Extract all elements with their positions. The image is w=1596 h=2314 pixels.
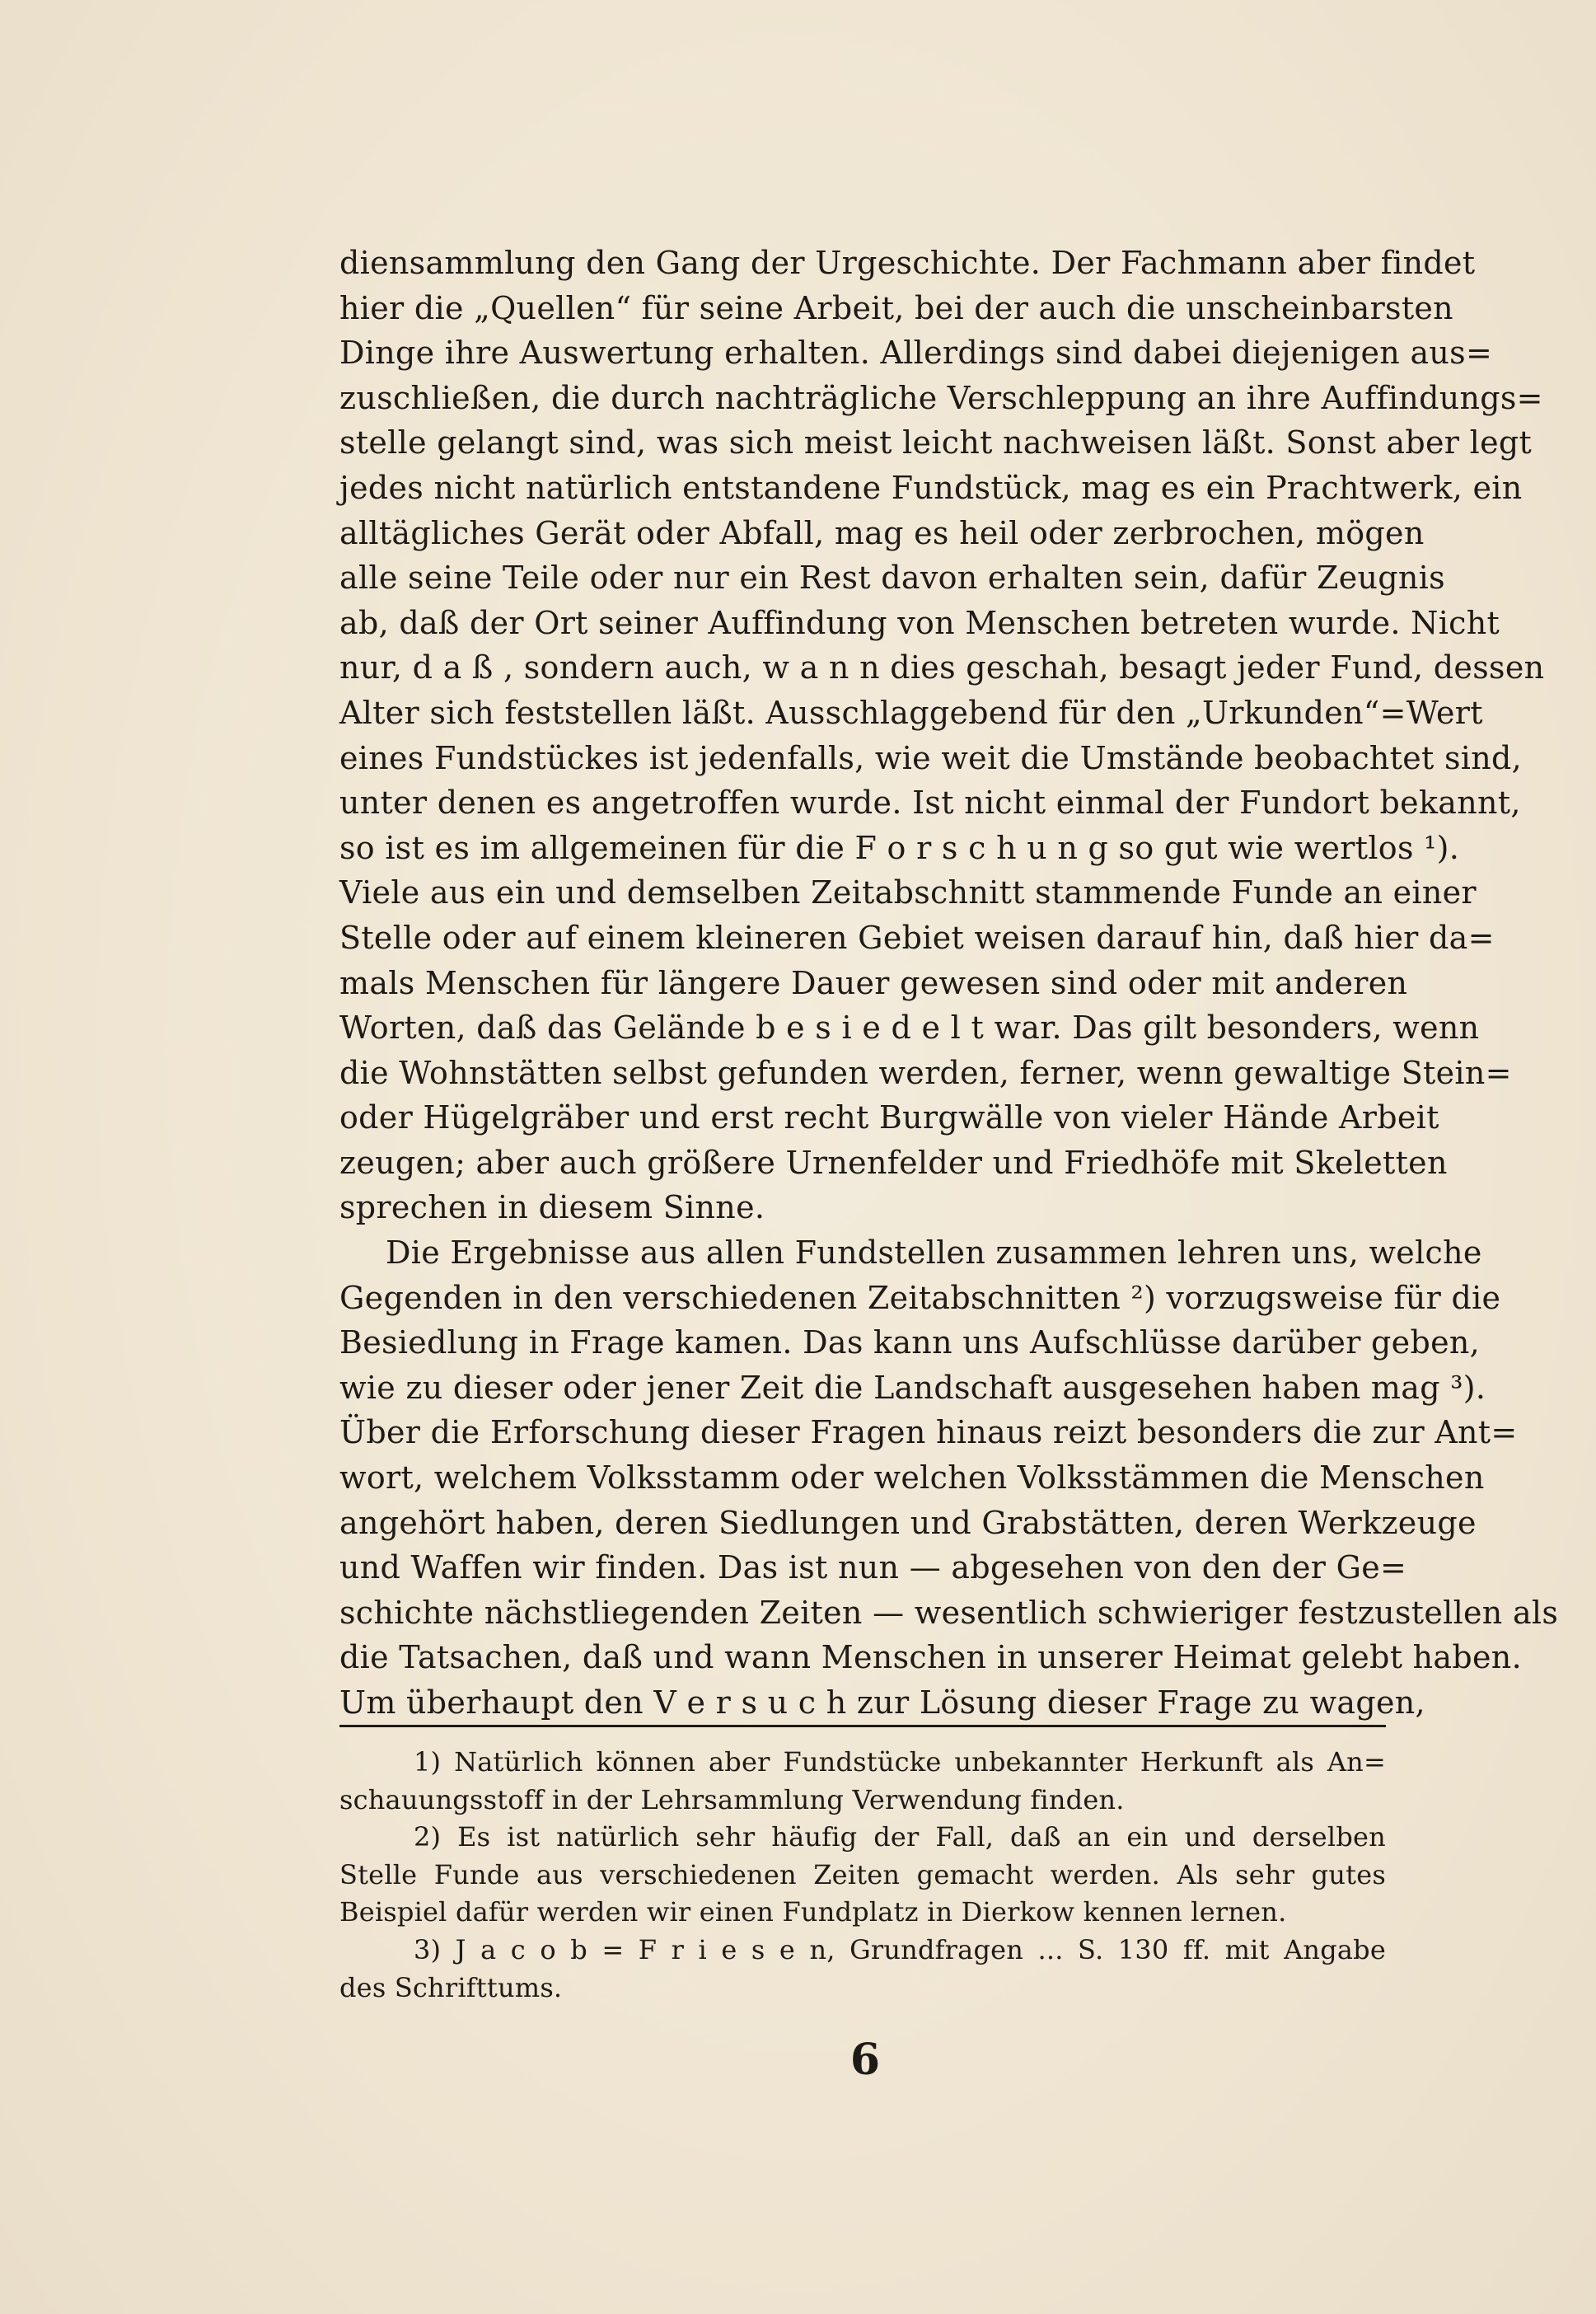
text-line: Stelle oder auf einem kleineren Gebiet weisen darauf hin, daß hier da= [339,919,1495,956]
text-line: Gegenden in den verschiedenen Zeitabschnitten ²) vorzugsweise für die [339,1279,1501,1316]
footnote-line: Stelle Funde aus verschiedenen Zeiten gemacht werden. Als sehr gutes [339,1858,1386,1890]
footnote-line: 3) J a c o b = F r i e s e n, Grundfragen ... S. 130 ff. mit Angabe [414,1933,1386,1965]
text-line: so ist es im allgemeinen für die F o r s c h u n g so gut wie wertlos ¹). [339,829,1460,866]
text-line: Die Ergebnisse aus allen Fundstellen zusammen lehren uns, welche [386,1234,1482,1272]
text-line: Um überhaupt den V e r s u c h zur Lösung dieser Frage zu wagen, [339,1684,1425,1721]
text-line: und Waffen wir finden. Das ist nun — abgesehen von den der Ge= [339,1549,1407,1586]
text-line: zeugen; aber auch größere Urnenfelder und Friedhöfe mit Skeletten [339,1144,1448,1181]
text-line: nur, d a ß , sondern auch, w a n n dies geschah, besagt jeder Fund, dessen [339,649,1545,686]
text-line: Über die Erforschung dieser Fragen hinaus reizt besonders die zur Ant= [339,1414,1518,1451]
text-line: hier die „Quellen“ für seine Arbeit, bei der auch die unscheinbarsten [339,289,1453,326]
text-line: angehört haben, deren Siedlungen und Grabstätten, deren Werkzeuge [339,1504,1477,1541]
text-line: jedes nicht natürlich entstandene Fundstück, mag es ein Prachtwerk, ein [339,469,1523,506]
text-line: stelle gelangt sind, was sich meist leicht nachweisen läßt. Sonst aber legt [339,424,1533,461]
text-line: Alter sich feststellen läßt. Ausschlaggebend für den „Urkunden“=Wert [339,694,1483,731]
text-line: ab, daß der Ort seiner Auffindung von Menschen betreten wurde. Nicht [339,604,1500,641]
text-line: sprechen in diesem Sinne. [339,1189,765,1226]
footnote-line: 2) Es ist natürlich sehr häufig der Fall, daß an ein und derselben [414,1821,1386,1853]
text-line: eines Fundstückes ist jedenfalls, wie weit die Umstände beobachtet sind, [339,739,1523,776]
footnote-line: des Schrifttums. [339,1971,563,2003]
footnote-line: schauungsstoff in der Lehrsammlung Verwendung finden. [339,1783,1125,1815]
page-number: 6 [849,2035,881,2085]
text-line: wie zu dieser oder jener Zeit die Landschaft ausgesehen haben mag ³). [339,1369,1486,1406]
text-line: mals Menschen für längere Dauer gewesen sind oder mit anderen [339,964,1408,1001]
text-line: Viele aus ein und demselben Zeitabschnitt stammende Funde an einer [339,874,1477,911]
text-line: oder Hügelgräber und erst recht Burgwälle von vieler Hände Arbeit [339,1099,1439,1136]
footnotes-block [339,1744,1386,2007]
footnote-line: 1) Natürlich können aber Fundstücke unbekannter Herkunft als An= [414,1746,1386,1778]
text-line: die Wohnstätten selbst gefunden werden, ferner, wenn gewaltige Stein= [339,1054,1512,1091]
text-line: zuschließen, die durch nachträgliche Verschleppung an ihre Auffindungs= [339,379,1543,416]
footnote-divider [339,1725,1386,1727]
text-line: Besiedlung in Frage kamen. Das kann uns Aufschlüsse darüber geben, [339,1324,1481,1361]
text-line: diensammlung den Gang der Urgeschichte. Der Fachmann aber findet [339,245,1476,281]
text-line: Dinge ihre Auswertung erhalten. Allerdings sind dabei diejenigen aus= [339,335,1493,372]
text-line: schichte nächstliegenden Zeiten — wesentlich schwieriger festzustellen als [339,1594,1559,1631]
text-line: wort, welchem Volksstamm oder welchen Volksstämmen die Menschen [339,1459,1485,1497]
text-line: alltägliches Gerät oder Abfall, mag es heil oder zerbrochen, mögen [339,514,1425,551]
main-text-block [339,241,1559,1726]
text-line: die Tatsachen, daß und wann Menschen in unserer Heimat gelebt haben. [339,1639,1522,1676]
text-line: Worten, daß das Gelände b e s i e d e l t war. Das gilt besonders, wenn [339,1009,1480,1047]
footnote-line: Beispiel dafür werden wir einen Fundplatz in Dierkow kennen lernen. [339,1896,1287,1928]
text-line: unter denen es angetroffen wurde. Ist nicht einmal der Fundort bekannt, [339,785,1521,822]
text-line: alle seine Teile oder nur ein Rest davon erhalten sein, dafür Zeugnis [339,560,1445,597]
